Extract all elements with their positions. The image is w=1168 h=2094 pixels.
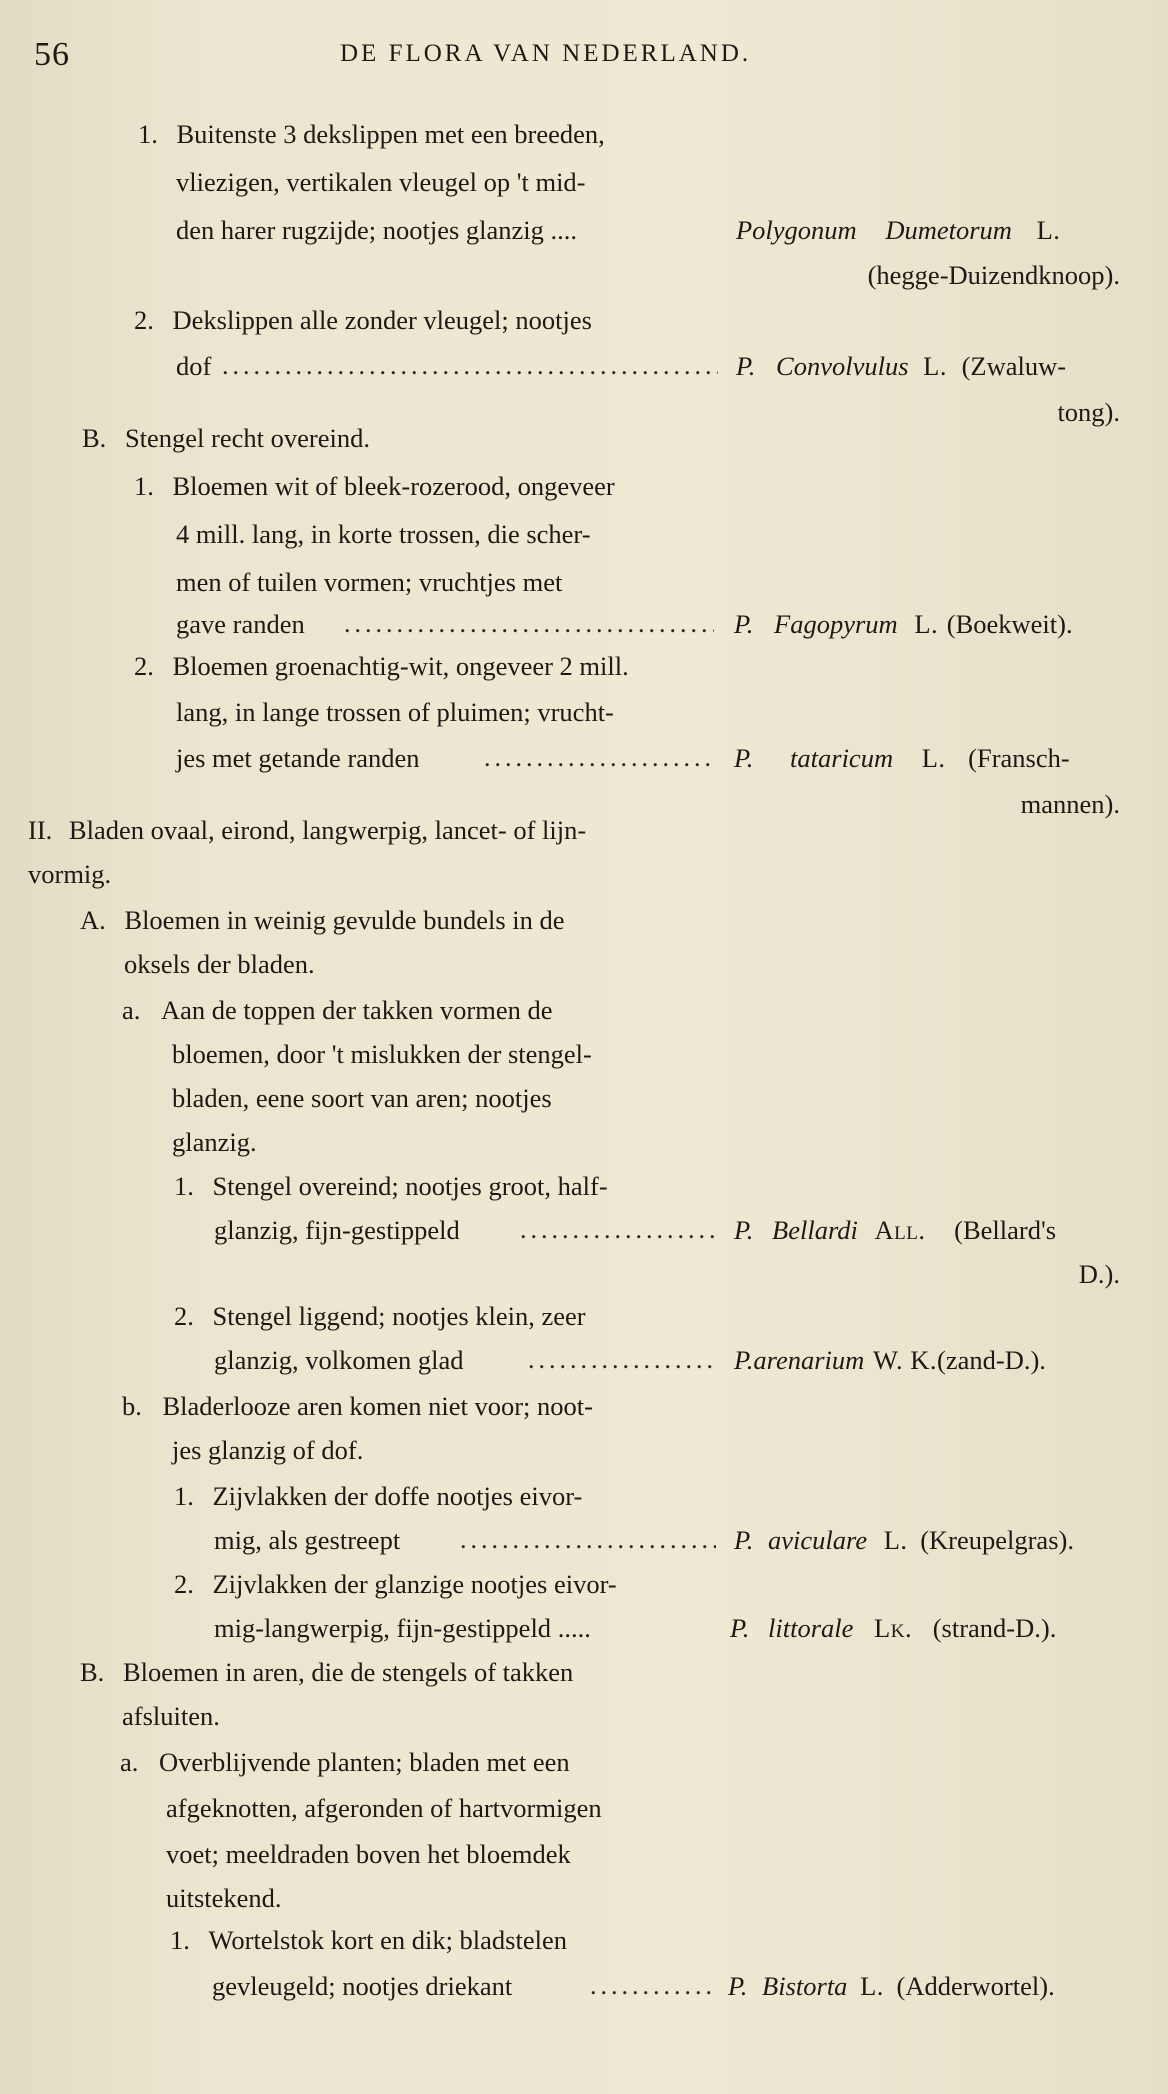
species-name	[728, 1966, 1055, 2006]
entry-text: Bloemen in weinig gevulde bundels in de	[124, 905, 565, 935]
entry-text: Stengel liggend; nootjes klein, zeer	[212, 1301, 586, 1331]
entry-text: Bloemen wit of bleek-rozerood, ongeveer	[172, 471, 615, 501]
key-heading-B	[82, 418, 370, 458]
common-name: (strand-D.).	[932, 1613, 1057, 1643]
key-entry-1-line-2: vliezigen, vertikalen vleugel op 't mid-	[176, 167, 586, 197]
species-genus: P.	[734, 1345, 754, 1375]
species-genus: P.	[734, 1525, 754, 1555]
species-author: All.	[874, 1215, 926, 1245]
leader-dots: .....	[557, 1613, 591, 1643]
entry-label: 1.	[138, 119, 158, 149]
key-entry-2-line-2: dof	[176, 351, 212, 381]
species-genus: P.	[728, 1971, 748, 2001]
species-epithet: Fagopyrum	[774, 609, 898, 639]
leader-dots	[520, 1210, 716, 1250]
key-entry-5-line-1	[174, 1166, 608, 1206]
species-name	[734, 1520, 1074, 1560]
common-name: (Boekweit).	[946, 609, 1073, 639]
species-author: L.	[921, 743, 946, 773]
common-name: (zand-D.).	[937, 1345, 1046, 1375]
key-heading-a2-line-4: uitstekend.	[166, 1883, 282, 1913]
key-heading-a-line-2: bloemen, door 't mislukken der stengel-	[172, 1039, 592, 1069]
key-heading-a2-line-2: afgeknotten, afgeronden of hartvormigen	[166, 1793, 602, 1823]
entry-text: den harer rugzijde; nootjes glanzig	[176, 215, 544, 245]
entry-label: 2.	[134, 651, 154, 681]
key-entry-2-line-1	[134, 300, 592, 340]
species-genus: P.	[730, 1613, 750, 1643]
entry-text: Stengel recht overeind.	[124, 423, 370, 453]
entry-text: Bloemen in aren, die de stengels of takken	[122, 1657, 574, 1687]
key-heading-a2-line-1	[120, 1742, 570, 1782]
common-name: (Kreupelgras).	[920, 1525, 1074, 1555]
common-name-continued: tong).	[1057, 397, 1120, 427]
entry-label: II.	[28, 815, 53, 845]
leader-dots	[344, 604, 714, 644]
species-name	[736, 346, 1066, 386]
species-epithet: littorale	[768, 1613, 854, 1643]
entry-text: Buitenste 3 dekslippen met een breeden,	[176, 119, 605, 149]
entry-text: Bloemen groenachtig-wit, ongeveer 2 mill.	[172, 651, 629, 681]
entry-text: Bladerlooze aren komen niet voor; noot-	[162, 1391, 593, 1421]
common-name-continued: D.).	[1078, 1259, 1120, 1289]
key-heading-II-line-2: vormig.	[28, 859, 112, 889]
species-author: L.	[914, 609, 939, 639]
entry-label: A.	[80, 905, 106, 935]
species-genus: Polygonum	[736, 215, 857, 245]
species-author: W. K.	[872, 1345, 938, 1375]
entry-label: B.	[80, 1657, 105, 1687]
common-name: (hegge-Duizendknoop).	[867, 260, 1120, 290]
species-genus: P.	[734, 743, 754, 773]
key-entry-1-line-1	[138, 114, 605, 154]
entry-label: a.	[120, 1747, 139, 1777]
entry-text: Overblijvende planten; bladen met een	[159, 1747, 570, 1777]
key-heading-A-line-2: oksels der bladen.	[124, 949, 315, 979]
key-entry-8-line-1	[174, 1564, 617, 1604]
entry-text: Bladen ovaal, eirond, langwerpig, lancet- of lijn-	[68, 815, 587, 845]
entry-label: 1.	[170, 1925, 190, 1955]
key-heading-B2-line-1	[80, 1652, 573, 1692]
key-entry-4-line-1	[134, 646, 629, 686]
key-entry-7-line-1	[174, 1476, 582, 1516]
key-entry-9-line-1	[170, 1920, 567, 1960]
entry-label: B.	[82, 423, 107, 453]
key-heading-b-line-1	[122, 1386, 593, 1426]
key-entry-5-line-2: glanzig, fijn-gestippeld	[214, 1215, 460, 1245]
common-name: (Bellard's	[954, 1215, 1057, 1245]
key-heading-II-line-1	[28, 810, 586, 850]
species-genus: P.	[734, 1215, 754, 1245]
key-entry-3-line-2: 4 mill. lang, in korte trossen, die scher-	[176, 519, 591, 549]
entry-text: Zijvlakken der doffe nootjes eivor-	[212, 1481, 583, 1511]
species-name	[730, 1608, 1056, 1648]
key-entry-4-line-2: lang, in lange trossen of pluimen; vrucht-	[176, 697, 614, 727]
page-number: 56	[34, 36, 70, 73]
key-entry-3-line-3: men of tuilen vormen; vruchtjes met	[176, 567, 563, 597]
entry-label: 1.	[174, 1481, 194, 1511]
species-author: L.	[883, 1525, 908, 1555]
key-heading-b-line-2: jes glanzig of dof.	[172, 1435, 364, 1465]
page-header	[34, 30, 1144, 80]
key-entry-9-line-2: gevleugeld; nootjes driekant	[212, 1971, 513, 2001]
species-name	[734, 604, 1073, 644]
entry-text: Zijvlakken der glanzige nootjes eivor-	[212, 1569, 617, 1599]
key-heading-a-line-3: bladen, eene soort van aren; nootjes	[172, 1083, 552, 1113]
species-name	[734, 1210, 1056, 1250]
leader-dots: ....	[550, 215, 578, 245]
key-entry-8-line-2	[214, 1608, 591, 1648]
key-heading-B2-line-2: afsluiten.	[122, 1701, 220, 1731]
leader-dots	[222, 346, 718, 386]
entry-text: Stengel overeind; nootjes groot, half-	[212, 1171, 608, 1201]
species-author: L.	[1036, 215, 1061, 245]
species-epithet: arenarium	[753, 1345, 865, 1375]
entry-label: 2.	[134, 305, 154, 335]
species-epithet: Convolvulus	[776, 351, 909, 381]
species-epithet: aviculare	[768, 1525, 868, 1555]
key-entry-1-line-3	[176, 210, 577, 250]
key-entry-3-line-4: gave randen	[176, 609, 305, 639]
leader-dots	[484, 738, 714, 778]
entry-label: b.	[122, 1391, 142, 1421]
species-author: Lk.	[874, 1613, 913, 1643]
entry-label: 1.	[174, 1171, 194, 1201]
key-heading-a-line-1	[122, 990, 553, 1030]
species-epithet: Bistorta	[762, 1971, 848, 2001]
species-author: L.	[923, 351, 947, 381]
species-genus: P.	[734, 609, 754, 639]
species-author: L.	[860, 1971, 884, 2001]
running-title: DE FLORA VAN NEDERLAND.	[340, 40, 752, 67]
entry-text: mig-langwerpig, fijn-gestippeld	[214, 1613, 552, 1643]
leader-dots	[590, 1966, 714, 2006]
leader-dots	[460, 1520, 716, 1560]
entry-label: 1.	[134, 471, 154, 501]
key-heading-A-line-1	[80, 900, 565, 940]
entry-label: 2.	[174, 1301, 194, 1331]
species-epithet: Dumetorum	[885, 215, 1012, 245]
key-heading-a2-line-3: voet; meeldraden boven het bloemdek	[166, 1839, 571, 1869]
key-entry-7-line-2: mig, als gestreept	[214, 1525, 401, 1555]
species-epithet: tataricum	[790, 743, 894, 773]
entry-text: Wortelstok kort en dik; bladstelen	[208, 1925, 567, 1955]
species-epithet: Bellardi	[772, 1215, 858, 1245]
key-entry-6-line-1	[174, 1296, 586, 1336]
common-name-continued: mannen).	[1020, 789, 1120, 819]
common-name: (Adderwortel).	[896, 1971, 1055, 2001]
leader-dots	[528, 1340, 716, 1380]
key-entry-4-line-3: jes met getande randen	[176, 743, 420, 773]
key-entry-6-line-2: glanzig, volkomen glad	[214, 1345, 464, 1375]
key-entry-3-line-1	[134, 466, 615, 506]
entry-text: Dekslippen alle zonder vleugel; nootjes	[172, 305, 592, 335]
entry-text: Aan de toppen der takken vormen de	[161, 995, 553, 1025]
common-name: (Zwaluw-	[961, 351, 1067, 381]
entry-label: 2.	[174, 1569, 194, 1599]
species-name	[734, 738, 1070, 778]
species-genus: P.	[736, 351, 756, 381]
entry-label: a.	[122, 995, 141, 1025]
common-name: (Fransch-	[968, 743, 1070, 773]
species-name	[736, 210, 1060, 250]
key-heading-a-line-4: glanzig.	[172, 1127, 257, 1157]
species-name	[734, 1340, 1046, 1380]
